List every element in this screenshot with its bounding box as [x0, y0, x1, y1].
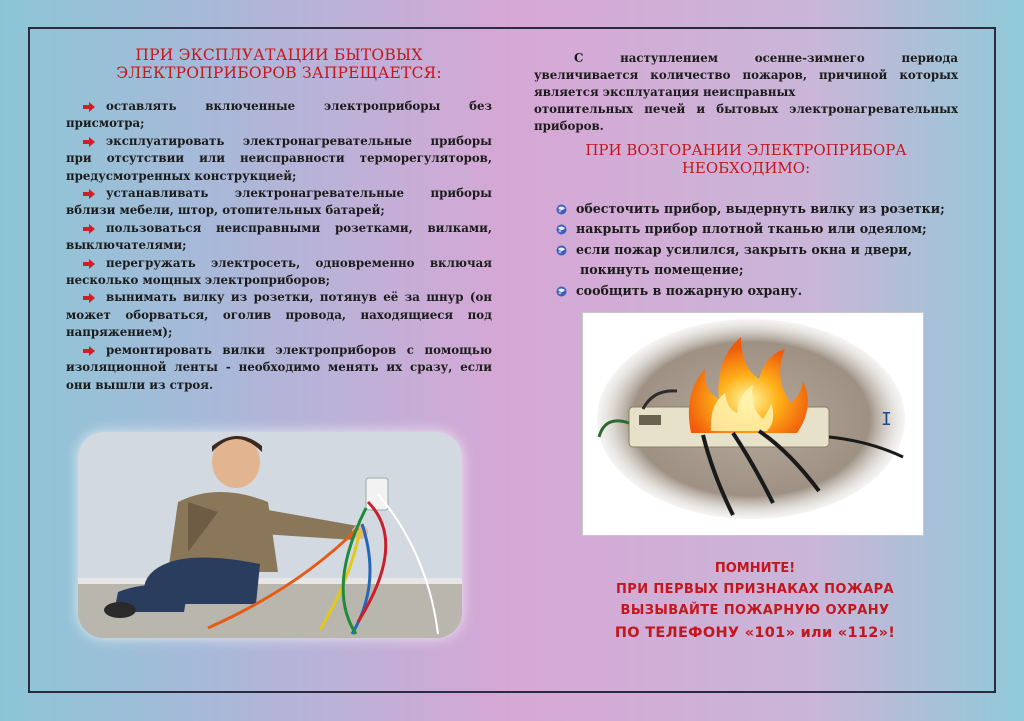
forbidden-item-text: вынимать вилку из розетки, потянув её за шнур (он может оборваться, оголив провода, находящиеся под напряжением);	[66, 290, 492, 340]
reminder-line: ВЫЗЫВАЙТЕ ПОЖАРНУЮ ОХРАНУ	[620, 603, 890, 618]
forbidden-item-text: пользоваться неисправными розетками, вилками, выключателями;	[66, 220, 492, 253]
forbidden-title-line2: ЭЛЕКТРОПРИБОРОВ ЗАПРЕЩАЕТСЯ:	[116, 64, 442, 82]
burning-power-strip-photo	[582, 312, 924, 536]
globe-bullet-icon	[556, 224, 567, 235]
forbidden-item	[66, 185, 492, 220]
fire-actions-title-line1: ПРИ ВОЗГОРАНИИ ЭЛЕКТРОПРИБОРА	[585, 141, 907, 159]
forbidden-item	[66, 289, 492, 341]
fire-action-item	[534, 281, 958, 301]
globe-bullet-icon	[556, 286, 567, 297]
left-column	[66, 46, 492, 394]
red-arrow-icon	[83, 224, 95, 234]
globe-bullet-icon	[556, 204, 567, 215]
fire-action-text: обесточить прибор, выдернуть вилку из розетки;	[576, 201, 945, 216]
forbidden-item	[66, 220, 492, 255]
forbidden-item	[66, 255, 492, 290]
forbidden-item	[66, 342, 492, 394]
reminder-block	[570, 558, 940, 645]
forbidden-list	[66, 98, 492, 394]
fire-action-item	[534, 240, 958, 260]
reminder-heading: ПОМНИТЕ!	[714, 561, 796, 576]
burning-extension-cord-illustration	[583, 313, 923, 535]
forbidden-item-text: эксплуатировать электронагревательные приборы при отсутствии или неисправности терморегуляторов, предусмотренных конструкцией;	[66, 133, 492, 183]
forbidden-item-text: устанавливать электронагревательные приборы вблизи мебели, штор, отопительных батарей;	[66, 186, 492, 218]
red-arrow-icon	[83, 346, 95, 356]
fire-action-text: сообщить в пожарную охрану.	[576, 282, 803, 298]
intro-paragraph	[534, 50, 958, 135]
fire-action-continuation	[534, 260, 958, 280]
red-arrow-icon	[83, 137, 95, 147]
red-arrow-icon	[83, 259, 95, 269]
intro-line1: С наступлением осенне-зимнего периода увеличивается количество пожаров, причиной которых является эксплуатация неисправных	[534, 51, 958, 99]
fire-actions-list	[534, 199, 958, 301]
overloaded-socket-photo	[78, 432, 462, 638]
forbidden-item-text: перегружать электросеть, одновременно включая несколько мощных электроприборов;	[66, 255, 492, 288]
globe-bullet-icon	[556, 245, 567, 256]
intro-line2: отопительных печей и бытовых электронагревательных приборов.	[534, 102, 958, 133]
fire-action-item	[534, 199, 958, 219]
right-column	[534, 50, 958, 301]
fire-action-text: если пожар усилился, закрыть окна и двери,	[576, 241, 913, 257]
text-cursor-icon: I	[881, 409, 892, 430]
fire-actions-title-line2: НЕОБХОДИМО:	[681, 159, 811, 177]
red-arrow-icon	[83, 189, 95, 199]
man-with-wires-illustration	[78, 432, 462, 638]
red-arrow-icon	[83, 102, 95, 112]
red-arrow-icon	[83, 293, 95, 303]
forbidden-item	[66, 98, 492, 133]
fire-action-item	[534, 219, 958, 239]
fire-actions-title	[534, 141, 958, 177]
forbidden-title	[66, 46, 492, 82]
reminder-line: ПРИ ПЕРВЫХ ПРИЗНАКАХ ПОЖАРА	[615, 582, 895, 597]
forbidden-item	[66, 133, 492, 185]
fire-action-text: накрыть прибор плотной тканью или одеялом;	[576, 221, 927, 237]
forbidden-title-line1: ПРИ ЭКСПЛУАТАЦИИ БЫТОВЫХ	[135, 46, 423, 64]
forbidden-item-text: ремонтировать вилки электроприборов с помощью изоляционной ленты - необходимо менять их сразу, если они вышли из строя.	[66, 342, 492, 392]
fire-action-text: покинуть помещение;	[580, 262, 744, 278]
forbidden-item-text: оставлять включенные электроприборы без присмотра;	[66, 99, 492, 131]
emergency-phone-line: ПО ТЕЛЕФОНУ «101» или «112»!	[614, 625, 896, 641]
